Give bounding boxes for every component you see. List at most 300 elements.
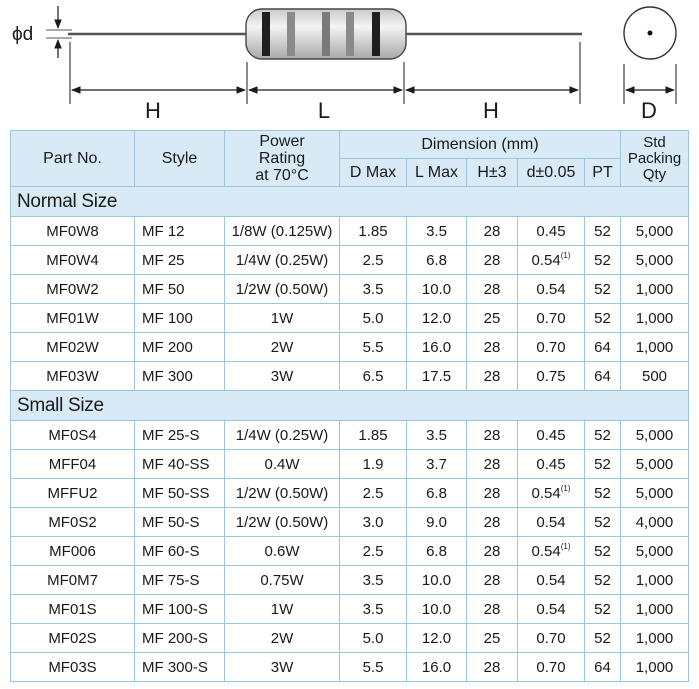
pt-cell-value: 52 (594, 309, 611, 327)
packing-qty-cell (621, 246, 689, 275)
l-max-cell-value: 9.0 (426, 513, 447, 531)
h-cell (467, 275, 518, 304)
h-cell (467, 333, 518, 362)
pt-cell-value: 52 (594, 251, 611, 269)
part-no-cell-value: MF03W (46, 367, 99, 385)
pt-cell (585, 362, 621, 391)
d-tolerance-cell (518, 217, 585, 246)
packing-qty-cell (621, 537, 689, 566)
d-tolerance-cell (518, 362, 585, 391)
power-cell-value: 1W (270, 309, 294, 327)
power-cell-value: 0.4W (264, 455, 300, 473)
l-max-cell-value: 17.5 (421, 367, 452, 385)
d-max-cell-value: 1.85 (358, 426, 388, 444)
style-cell (135, 246, 225, 275)
style-cell-value: MF 25 (142, 251, 185, 269)
part-no-cell-value: MF0S2 (48, 513, 97, 531)
style-cell-value: MF 50-SS (142, 484, 210, 502)
packing-qty-cell-value: 1,000 (635, 338, 674, 356)
section-header (11, 391, 689, 421)
d-max-cell-value: 3.5 (362, 571, 384, 589)
l-max-cell (407, 537, 467, 566)
power-cell-value: 3W (270, 658, 294, 676)
part-no-cell-value: MF0S4 (48, 426, 97, 444)
part-no-cell-value: MF0W8 (46, 222, 99, 240)
style-cell (135, 508, 225, 537)
d-max-cell-value: 5.5 (362, 658, 384, 676)
h-cell-value: 25 (483, 309, 501, 327)
power-cell-value: 1W (270, 600, 294, 618)
l-max-cell (407, 479, 467, 508)
d-tolerance-cell (518, 275, 585, 304)
power-cell (225, 421, 340, 450)
l-max-cell-value: 6.8 (426, 251, 447, 269)
h-cell-value: 28 (483, 338, 501, 356)
style-cell-value: MF 75-S (142, 571, 200, 589)
style-cell-value: MF 100-S (142, 600, 208, 618)
resistor-body (246, 9, 406, 59)
pt-cell (585, 217, 621, 246)
style-cell (135, 362, 225, 391)
style-cell (135, 304, 225, 333)
packing-qty-cell-value: 1,000 (635, 571, 674, 589)
style-cell (135, 479, 225, 508)
h-cell (467, 566, 518, 595)
d-max-cell-value: 1.9 (362, 455, 384, 473)
packing-qty-cell (621, 595, 689, 624)
l-max-cell (407, 450, 467, 479)
style-cell (135, 450, 225, 479)
part-no-cell-value: MF02W (46, 338, 99, 356)
power-cell (225, 333, 340, 362)
power-cell (225, 217, 340, 246)
packing-qty-cell-value: 1,000 (635, 629, 674, 647)
spec-table (10, 130, 689, 682)
d-tolerance-cell (518, 566, 585, 595)
l-max-cell (407, 508, 467, 537)
power-cell-value: 0.75W (260, 571, 304, 589)
part-no-cell-value: MF02S (48, 629, 97, 647)
d-tolerance-cell-value: 0.54 (536, 571, 566, 589)
part-no-cell (11, 479, 135, 508)
part-no-cell-value: MFFU2 (47, 484, 98, 502)
power-cell (225, 653, 340, 682)
d-max-cell (340, 595, 407, 624)
style-cell-value: MF 100 (142, 309, 193, 327)
style-cell-value: MF 25-S (142, 426, 200, 444)
pt-cell-value: 64 (594, 338, 611, 356)
power-cell (225, 246, 340, 275)
table-row (11, 275, 689, 304)
h-cell (467, 362, 518, 391)
d-tolerance-cell-value: 0.70 (536, 629, 566, 647)
packing-qty-cell-value: 5,000 (635, 426, 674, 444)
packing-qty-cell (621, 508, 689, 537)
l-max-cell-value: 12.0 (421, 629, 452, 647)
d-max-cell (340, 479, 407, 508)
d-tolerance-cell-value: 0.45 (536, 222, 566, 240)
table-row (11, 537, 689, 566)
d-max-cell-value: 3.5 (362, 600, 384, 618)
power-cell (225, 537, 340, 566)
d-max-cell-value: 2.5 (362, 542, 384, 560)
pt-cell (585, 450, 621, 479)
part-no-cell-value: MF01W (46, 309, 99, 327)
l-max-cell (407, 653, 467, 682)
part-no-cell-value: MF01S (48, 600, 97, 618)
packing-qty-cell-value: 4,000 (635, 513, 674, 531)
pt-cell (585, 304, 621, 333)
d-max-cell (340, 624, 407, 653)
l-max-cell (407, 246, 467, 275)
h-cell-value: 28 (483, 280, 501, 298)
h-cell-value: 28 (483, 600, 501, 618)
l-max-cell-value: 3.5 (426, 222, 447, 240)
l-max-cell-value: 10.0 (421, 600, 452, 618)
pt-cell (585, 624, 621, 653)
d-tolerance-cell (518, 624, 585, 653)
part-no-cell-value: MFF04 (48, 455, 97, 473)
table-row (11, 595, 689, 624)
pt-cell (585, 333, 621, 362)
d-max-cell (340, 217, 407, 246)
style-cell-value: MF 200 (142, 338, 193, 356)
h-cell (467, 595, 518, 624)
style-cell (135, 333, 225, 362)
l-max-cell-value: 10.0 (421, 571, 452, 589)
style-cell (135, 595, 225, 624)
l-max-cell-value: 12.0 (421, 309, 452, 327)
packing-qty-cell (621, 566, 689, 595)
d-max-cell (340, 246, 407, 275)
d-tolerance-cell-value: 0.54 (531, 542, 561, 560)
power-cell (225, 624, 340, 653)
packing-qty-cell-value: 1,000 (635, 600, 674, 618)
d-tolerance-cell-value: 0.45 (536, 455, 566, 473)
pt-cell (585, 537, 621, 566)
h-cell (467, 537, 518, 566)
d-tolerance-cell-value: 0.70 (536, 658, 566, 676)
l-max-cell (407, 566, 467, 595)
l-label: L (317, 98, 331, 123)
power-cell-value: 1/2W (0.50W) (235, 513, 329, 531)
power-cell (225, 595, 340, 624)
part-no-cell (11, 362, 135, 391)
section-header (11, 187, 689, 217)
d-tolerance-cell (518, 479, 585, 508)
resistor-dimension-diagram (0, 0, 699, 130)
d-max-cell-value: 3.5 (362, 280, 384, 298)
table-row (11, 450, 689, 479)
part-no-cell-value: MF0W2 (46, 280, 99, 298)
part-no-cell (11, 246, 135, 275)
d-tolerance-cell-value: 0.70 (536, 309, 566, 327)
d-tolerance-cell (518, 508, 585, 537)
l-max-cell (407, 421, 467, 450)
d-tolerance-cell (518, 333, 585, 362)
l-max-cell (407, 595, 467, 624)
col-d-max: D Max (340, 159, 407, 187)
part-no-cell (11, 304, 135, 333)
power-cell-value: 3W (270, 367, 294, 385)
pt-cell (585, 275, 621, 304)
l-max-cell-value: 3.5 (426, 426, 447, 444)
table-row (11, 624, 689, 653)
packing-qty-cell-value: 500 (641, 367, 668, 385)
table-row (11, 304, 689, 333)
d-max-cell (340, 333, 407, 362)
d-tolerance-cell (518, 653, 585, 682)
d-max-cell-value: 2.5 (362, 251, 384, 269)
d-tolerance-cell (518, 421, 585, 450)
style-cell-value: MF 200-S (142, 629, 208, 647)
power-cell-value: 1/8W (0.125W) (231, 222, 333, 240)
h-cell-value: 28 (483, 222, 501, 240)
h-cell-value: 25 (483, 629, 501, 647)
pt-cell (585, 479, 621, 508)
power-cell-value: 2W (270, 629, 294, 647)
part-no-cell-value: MF03S (48, 658, 97, 676)
part-no-cell (11, 624, 135, 653)
power-cell (225, 508, 340, 537)
pt-cell-value: 52 (594, 280, 611, 298)
l-max-cell-value: 16.0 (421, 658, 452, 676)
l-max-cell (407, 304, 467, 333)
table-row (11, 333, 689, 362)
part-no-cell (11, 333, 135, 362)
packing-qty-cell (621, 333, 689, 362)
power-cell-value: 1/4W (0.25W) (235, 251, 329, 269)
d-max-cell (340, 304, 407, 333)
l-max-cell-value: 6.8 (426, 484, 447, 502)
style-cell-value: MF 50 (142, 280, 185, 298)
table-row (11, 362, 689, 391)
d-tolerance-cell-value: 0.45 (536, 426, 566, 444)
power-cell (225, 479, 340, 508)
style-cell-value: MF 60-S (142, 542, 200, 560)
style-cell-value: MF 300-S (142, 658, 208, 676)
packing-qty-cell (621, 624, 689, 653)
power-cell-value: 1/2W (0.50W) (235, 484, 329, 502)
power-cell-value: 1/2W (0.50W) (235, 280, 329, 298)
col-h: H±3 (467, 159, 518, 187)
d-max-cell-value: 5.0 (362, 629, 384, 647)
h-cell-value: 28 (483, 251, 501, 269)
part-no-cell-value: MF0W4 (46, 251, 99, 269)
pt-cell (585, 566, 621, 595)
packing-qty-cell (621, 275, 689, 304)
d-tolerance-cell-value: 0.54 (536, 280, 566, 298)
pt-cell-value: 52 (594, 542, 611, 560)
d-tolerance-cell-value: 0.54 (531, 251, 561, 269)
h-cell-value: 28 (483, 367, 501, 385)
power-cell (225, 362, 340, 391)
pt-cell (585, 653, 621, 682)
h-left-label: H (145, 98, 161, 123)
l-max-cell-value: 6.8 (426, 542, 447, 560)
d-max-cell (340, 653, 407, 682)
h-cell-value: 28 (483, 542, 501, 560)
h-cell (467, 479, 518, 508)
d-tolerance-cell (518, 246, 585, 275)
packing-qty-cell (621, 479, 689, 508)
packing-qty-cell (621, 450, 689, 479)
h-cell-value: 28 (483, 426, 501, 444)
packing-qty-cell-value: 5,000 (635, 222, 674, 240)
pt-cell-value: 52 (594, 629, 611, 647)
packing-qty-cell (621, 653, 689, 682)
pt-cell-value: 52 (594, 455, 611, 473)
part-no-cell-value: MF006 (49, 542, 96, 560)
packing-qty-cell (621, 421, 689, 450)
d-max-cell-value: 5.5 (362, 338, 384, 356)
l-max-cell (407, 624, 467, 653)
col-style: Style (135, 131, 225, 187)
pt-cell-value: 52 (594, 484, 611, 502)
packing-qty-cell-value: 1,000 (635, 658, 674, 676)
power-cell-value: 1/4W (0.25W) (235, 426, 329, 444)
pt-cell-value: 64 (594, 367, 611, 385)
packing-qty-cell-value: 1,000 (635, 280, 674, 298)
d-label: D (641, 98, 657, 123)
style-cell (135, 217, 225, 246)
col-pt: PT (585, 159, 621, 187)
packing-qty-cell-value: 5,000 (635, 455, 674, 473)
pt-cell-value: 52 (594, 600, 611, 618)
d-max-cell (340, 537, 407, 566)
h-cell (467, 217, 518, 246)
footnote-marker: (1) (560, 541, 571, 551)
style-cell (135, 653, 225, 682)
l-max-cell-value: 16.0 (421, 338, 452, 356)
footnote-marker: (1) (560, 483, 571, 493)
l-max-cell (407, 333, 467, 362)
l-max-cell (407, 362, 467, 391)
h-right-label: H (483, 98, 499, 123)
table-row (11, 246, 689, 275)
part-no-cell (11, 595, 135, 624)
footnote-marker: (1) (560, 250, 571, 260)
h-cell (467, 508, 518, 537)
d-tolerance-cell (518, 304, 585, 333)
pt-cell (585, 508, 621, 537)
power-cell-value: 2W (270, 338, 294, 356)
part-no-cell (11, 275, 135, 304)
col-power-rating: Power Rating at 70°C (225, 131, 340, 187)
d-tolerance-cell (518, 537, 585, 566)
col-dimension: Dimension (mm) (340, 131, 621, 159)
part-no-cell (11, 566, 135, 595)
h-cell (467, 653, 518, 682)
d-max-cell (340, 450, 407, 479)
packing-qty-cell-value: 1,000 (635, 309, 674, 327)
style-cell (135, 624, 225, 653)
part-no-cell (11, 508, 135, 537)
d-tolerance-cell-value: 0.54 (531, 484, 561, 502)
d-tolerance-cell-value: 0.75 (536, 367, 566, 385)
h-cell (467, 304, 518, 333)
packing-qty-cell-value: 5,000 (635, 484, 674, 502)
d-max-cell-value: 3.0 (362, 513, 384, 531)
l-max-cell-value: 3.7 (426, 455, 447, 473)
power-cell-value: 0.6W (264, 542, 300, 560)
h-cell-value: 28 (483, 571, 501, 589)
d-max-cell (340, 508, 407, 537)
packing-qty-cell-value: 5,000 (635, 542, 674, 560)
style-cell (135, 537, 225, 566)
d-tolerance-cell-value: 0.54 (536, 600, 566, 618)
table-row (11, 217, 689, 246)
pt-cell-value: 52 (594, 571, 611, 589)
section-title: Small Size (17, 394, 104, 416)
col-d-tolerance: d±0.05 (518, 159, 585, 187)
pt-cell-value: 52 (594, 222, 611, 240)
packing-qty-cell (621, 362, 689, 391)
table-row (11, 479, 689, 508)
h-cell (467, 421, 518, 450)
style-cell-value: MF 12 (142, 222, 185, 240)
l-max-cell (407, 217, 467, 246)
part-no-cell-value: MF0M7 (47, 571, 98, 589)
style-cell (135, 566, 225, 595)
d-tolerance-cell-value: 0.70 (536, 338, 566, 356)
d-max-cell-value: 6.5 (362, 367, 384, 385)
style-cell-value: MF 300 (142, 367, 193, 385)
pt-cell (585, 421, 621, 450)
h-cell-value: 28 (483, 455, 501, 473)
d-tolerance-cell (518, 595, 585, 624)
d-max-cell (340, 421, 407, 450)
pt-cell-value: 64 (594, 658, 611, 676)
col-part-no: Part No. (11, 131, 135, 187)
style-cell-value: MF 40-SS (142, 455, 210, 473)
d-max-cell (340, 362, 407, 391)
table-row (11, 508, 689, 537)
style-cell (135, 421, 225, 450)
d-tolerance-cell (518, 450, 585, 479)
table-row (11, 566, 689, 595)
l-max-cell (407, 275, 467, 304)
part-no-cell (11, 217, 135, 246)
power-cell (225, 566, 340, 595)
spec-table-body (11, 187, 689, 682)
h-cell (467, 246, 518, 275)
pt-cell (585, 246, 621, 275)
power-cell (225, 450, 340, 479)
section-title: Normal Size (17, 190, 118, 212)
l-max-cell-value: 10.0 (421, 280, 452, 298)
d-max-cell (340, 566, 407, 595)
d-tolerance-cell-value: 0.54 (536, 513, 566, 531)
part-no-cell (11, 653, 135, 682)
table-row (11, 653, 689, 682)
h-cell-value: 28 (483, 513, 501, 531)
d-max-cell-value: 2.5 (362, 484, 384, 502)
d-max-cell (340, 275, 407, 304)
style-cell (135, 275, 225, 304)
h-cell-value: 28 (483, 658, 501, 676)
table-row (11, 421, 689, 450)
part-no-cell (11, 421, 135, 450)
pt-cell-value: 52 (594, 426, 611, 444)
d-max-cell-value: 5.0 (362, 309, 384, 327)
h-cell (467, 624, 518, 653)
power-cell (225, 275, 340, 304)
h-cell-value: 28 (483, 484, 501, 502)
packing-qty-cell (621, 217, 689, 246)
power-cell (225, 304, 340, 333)
part-no-cell (11, 537, 135, 566)
